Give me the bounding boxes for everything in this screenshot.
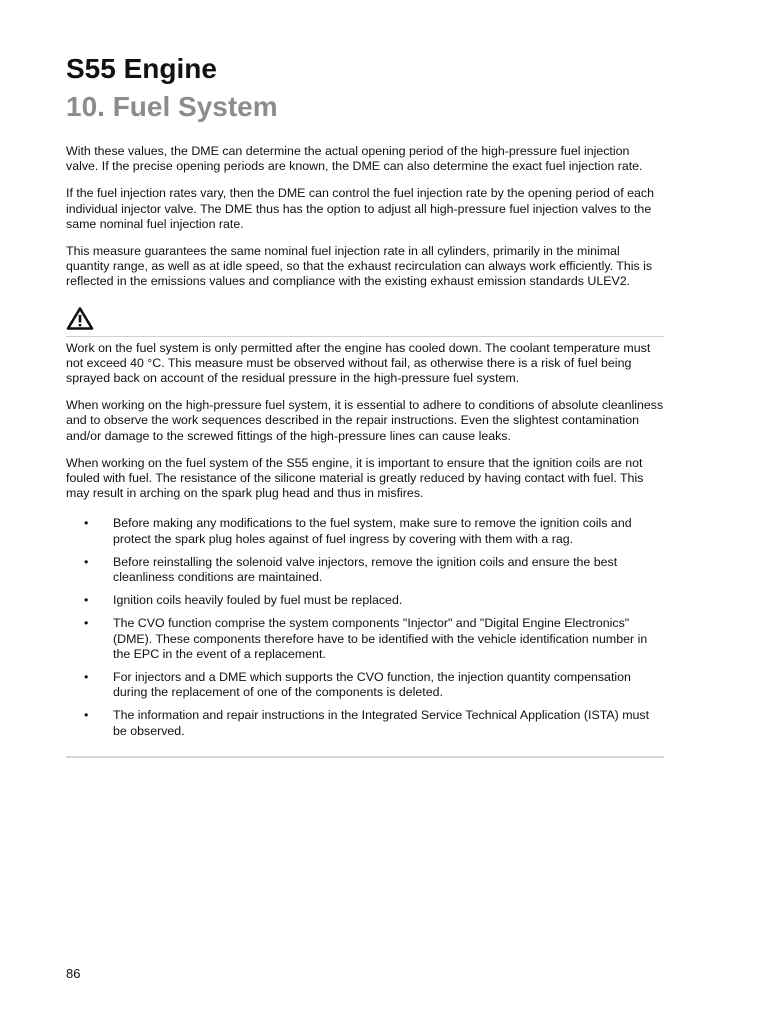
list-item bbox=[66, 516, 664, 546]
warning-end-divider bbox=[66, 756, 664, 758]
warning-paragraph: Work on the fuel system is only permitted after the engine has cooled down. The coolant temperature must not exceed 40 °C. This measure must be observed without fail, as otherwise there is a risk of fuel being sprayed back on account of the residual pressure in the high-pressure fuel system. bbox=[66, 340, 651, 386]
warning-paragraph: When working on the high-pressure fuel system, it is essential to adhere to conditions of absolute cleanliness and to observe the work sequences described in the repair instructions. Even the slightest contamination and/or damage to the screwed fittings of the high-pressure lines can cause leaks. bbox=[66, 398, 664, 443]
list-item-text: For injectors and a DME which supports the CVO function, the injection quantity compensation during the replacement of one of the components is deleted. bbox=[113, 670, 631, 700]
paragraph: With these values, the DME can determine the actual opening period of the high-pressure fuel injection valve. If the precise opening periods are known, the DME can also determine the exact fuel injection rate. bbox=[66, 144, 643, 174]
paragraph: This measure guarantees the same nominal fuel injection rate in all cylinders, primarily in the minimal quantity range, as well as at idle speed, so that the exhaust recirculation can always work efficiently. This is reflected in the emissions values and compliance with the existing exhaust emission standards ULEV2. bbox=[66, 244, 653, 289]
list-item bbox=[66, 708, 664, 738]
list-item-text: Ignition coils heavily fouled by fuel must be replaced. bbox=[113, 593, 403, 608]
document-title: S55 Engine bbox=[66, 53, 217, 84]
list-item-text: Before making any modifications to the fuel system, make sure to remove the ignition coils and protect the spark plug holes against of fuel ingress by covering with them with a rag. bbox=[113, 516, 632, 546]
page-number: 86 bbox=[66, 966, 81, 981]
warning-paragraph: When working on the fuel system of the S55 engine, it is important to ensure that the ignition coils are not fouled with fuel. The resistance of the silicone material is greatly reduced by having contact with fuel. This may result in arching on the spark plug head and thus in misfires. bbox=[66, 455, 644, 501]
bullet-list bbox=[66, 516, 664, 738]
warning-triangle-icon bbox=[66, 306, 94, 331]
list-item bbox=[66, 670, 664, 700]
bullet-dot: • bbox=[84, 593, 89, 608]
bullet-dot: • bbox=[84, 554, 89, 569]
list-item-text: The CVO function comprise the system components "Injector" and "Digital Engine Electronics" (DME). These components therefore have to be identified with the vehicle identification number in the EPC in the event of a replacement. bbox=[113, 616, 648, 661]
warning-block bbox=[66, 306, 664, 758]
paragraph: If the fuel injection rates vary, then the DME can control the fuel injection rate by the opening period of each individual injector valve. The DME thus has the option to adjust all high-pressure fuel injection valves to the same nominal fuel injection rate. bbox=[66, 186, 654, 231]
bullet-dot: • bbox=[84, 708, 89, 723]
list-item bbox=[66, 616, 664, 662]
list-item-text: The information and repair instructions in the Integrated Service Technical Application (ISTA) must be observed. bbox=[113, 708, 650, 738]
document-page bbox=[66, 52, 664, 758]
section-title: 10. Fuel System bbox=[66, 91, 278, 122]
warning-divider bbox=[66, 336, 664, 337]
bullet-dot: • bbox=[84, 670, 89, 685]
bullet-dot: • bbox=[84, 616, 89, 631]
list-item bbox=[66, 555, 664, 585]
list-item-text: Before reinstalling the solenoid valve injectors, remove the ignition coils and ensure the best cleanliness conditions are maintained. bbox=[113, 554, 618, 585]
list-item bbox=[66, 593, 664, 608]
bullet-dot: • bbox=[84, 516, 89, 531]
intro-text bbox=[66, 144, 664, 290]
